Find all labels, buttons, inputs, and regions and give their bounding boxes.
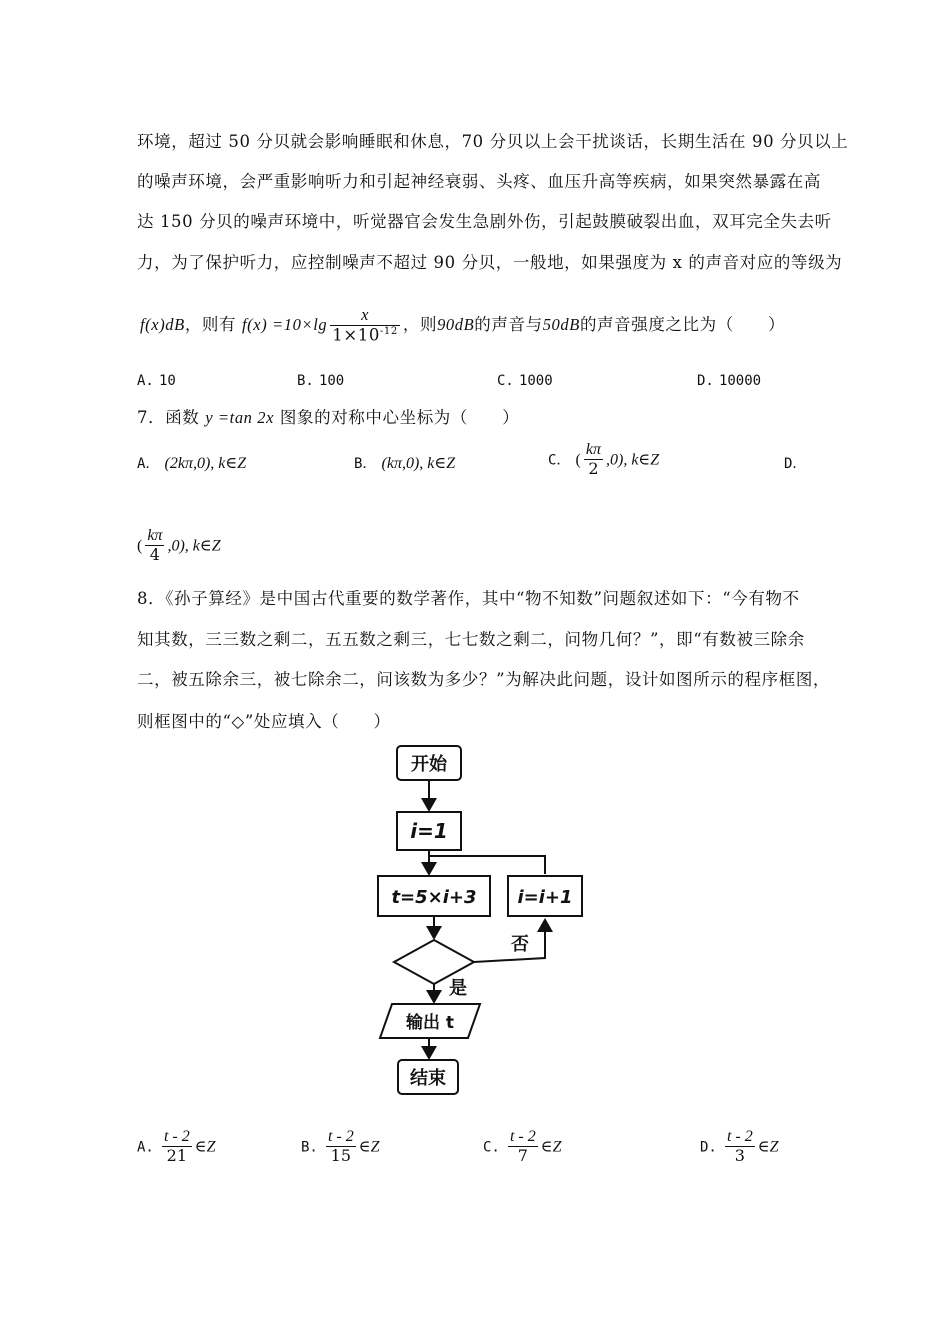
q7-prefix: 7．函数 [137,408,200,427]
formula-numerator: x [361,305,370,324]
formula-mid: 的声音与 [474,315,543,335]
q7-stem [137,404,519,428]
flowchart-output-label: 输出 t [405,1013,455,1033]
q6-option-c: C. 1000 [497,373,553,389]
q7-option-d-label: D． [784,456,807,472]
flowchart-start-label: 开始 [411,754,447,775]
formula-tail-2: 的声音强度之比为（ ） [579,315,786,335]
q8-line-3: 二，被五除余三，被七除余二，问该数为多少？”为解决此问题，设计如图所示的程序框图， [137,670,831,689]
q7-option-d-value: ( $\frac{k\pi}{4}$ ,0), k∈Z [137,527,221,565]
flowchart-yes-label: 是 [449,978,467,999]
q7-option-a: A． (2kπ,0), k∈Z [137,455,247,472]
flowchart-no-label: 否 [511,934,529,955]
q8-option-d: D. $\frac{t - 2}{3}$ ∈Z [700,1128,779,1166]
q8-option-c: C. $\frac{t - 2}{7}$ ∈Z [483,1128,562,1166]
q7-option-b: B． (kπ,0), k∈Z [354,455,456,472]
flowchart-incr-label: i=i+1 [517,887,573,908]
q8-line-4: 则框图中的“◇”处应填入（ ） [137,712,391,731]
formula-denominator: $1\times 10^{-12}$ [332,325,398,345]
q6-option-d: D. 10000 [697,373,762,389]
formula-lhs: f(x) =10×lg [242,315,328,335]
q7-function: y =tan 2x [205,408,275,427]
q8-line-2: 知其数，三三数之剩二，五五数之剩三，七七数之剩二，问物几何？”，即“有数被三除余 [137,630,805,649]
q6-option-a: A. 10 [137,373,176,389]
formula-90db: 90dB [437,315,475,335]
paragraph-line-1: 环境，超过 50 分贝就会影响睡眠和休息，70 分贝以上会干扰谈话，长期生活在 90 分贝以上 [137,132,849,151]
q7-option-c: C． ( $\frac{k\pi}{2}$ ,0), k∈Z [548,441,660,479]
flowchart-calc-label: t=5×i+3 [391,887,477,908]
formula-exponent: -12 [379,325,398,337]
paragraph-line-3: 达 150 分贝的噪声环境中，听觉器官会发生急剧外伤，引起鼓膜破裂出血，双耳完全失去听 [137,212,832,231]
q6-option-b: B. 100 [297,373,345,389]
formula-50db: 50dB [542,315,580,335]
q8-option-b: B. $\frac{t - 2}{15}$ ∈Z [301,1128,380,1166]
q8-line-1: 8．《孙子算经》是中国古代重要的数学著作，其中“物不知数”问题叙述如下：“今有物不 [137,589,800,608]
formula-fraction [330,306,400,345]
paragraph-line-2: 的噪声环境，会严重影响听力和引起神经衰弱、头疼、血压升高等疾病，如果突然暴露在高 [137,172,821,191]
formula-fx: f(x)dB [140,315,185,335]
formula-line [140,306,785,345]
q7-suffix: 图象的对称中心坐标为（ ） [279,408,520,427]
formula-then: ，则有 [184,315,237,335]
formula-tail-1: ，则 [402,315,438,335]
paragraph-line-4: 力，为了保护听力，应控制噪声不超过 90 分贝，一般地，如果强度为 x 的声音对应的等级为 [137,253,843,272]
flowchart-init-label: i=1 [410,819,448,843]
program-flowchart [370,740,600,1100]
q8-option-a: A. $\frac{t - 2}{21}$ ∈Z [137,1128,216,1166]
flowchart-end-label: 结束 [410,1068,446,1089]
